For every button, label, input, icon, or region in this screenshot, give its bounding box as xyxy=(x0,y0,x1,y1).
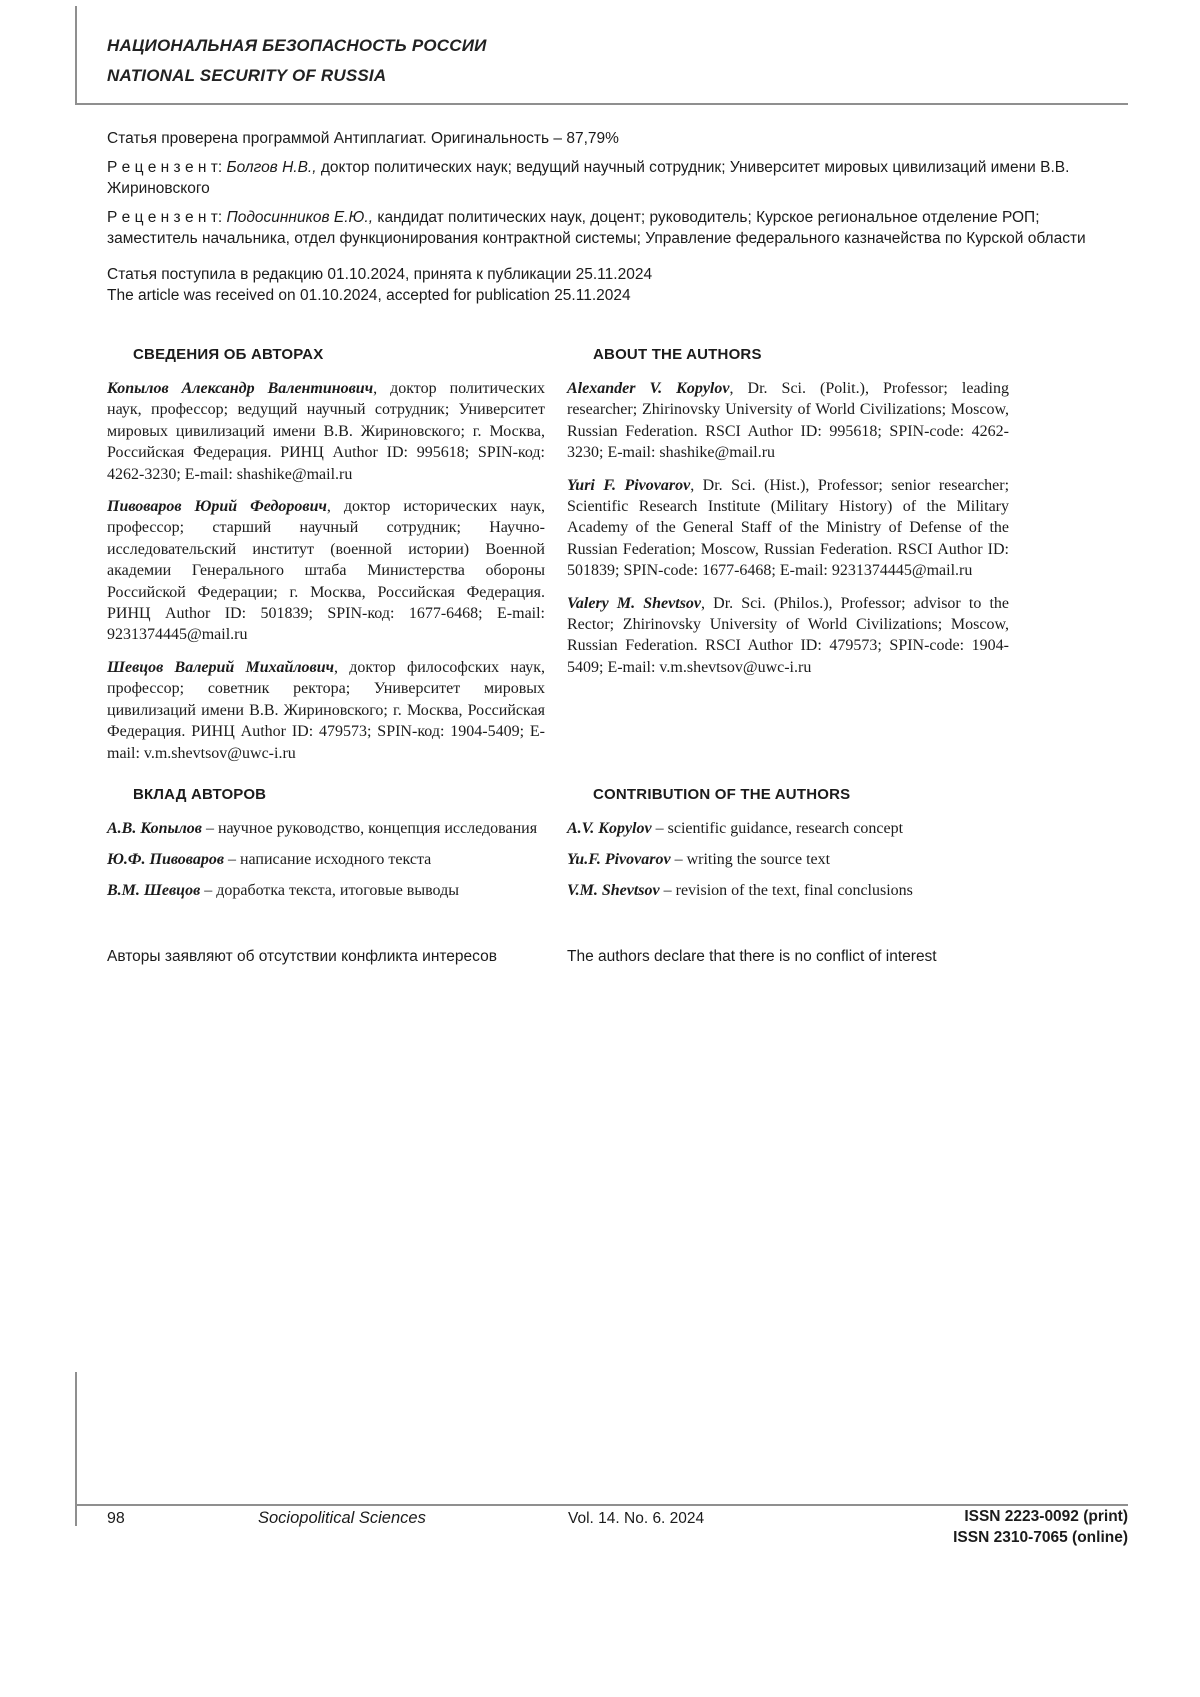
journal-title-en: NATIONAL SECURITY OF RUSSIA xyxy=(107,66,387,85)
author-details: , доктор философских наук, профессор; советник ректора; Университет мировых цивилизаций имени В.В. Жириновского; г. Москва, Российская Федерация. РИНЦ Author ID: 479573; SPIN-код: 1904-5409; E-mail: v.m.shevtsov@uwc-i.ru xyxy=(107,658,546,762)
reviewer-label: Р е ц е н з е н т: xyxy=(107,208,223,226)
contributor-name: Yu.F. Pivovarov xyxy=(567,851,671,868)
author-bio-ru xyxy=(107,657,545,764)
contribution-role: – revision of the text, final conclusions xyxy=(659,882,913,899)
contribution-role: – scientific guidance, research concept xyxy=(651,820,904,837)
contribution-heading-en: CONTRIBUTION OF THE AUTHORS xyxy=(593,786,851,803)
contribution-en-column xyxy=(567,786,1009,911)
page-number: 98 xyxy=(107,1510,125,1527)
reviewer-name: Болгов Н.В., xyxy=(226,158,317,176)
article-meta xyxy=(107,128,1097,307)
author-details: , Dr. Sci. (Polit.), Professor; leading researcher; Zhirinovsky University of World Civilizations; Moscow, Russian Federation. RSCI Author ID: 995618; SPIN-code: 4262-3230; E-mail: shashike@mail.ru xyxy=(567,380,1010,462)
contribution-item-ru xyxy=(107,880,545,902)
contribution-heading-ru: ВКЛАД АВТОРОВ xyxy=(133,786,267,803)
bottom-left-vertical-rule xyxy=(75,1372,77,1526)
author-name: Yuri F. Pivovarov xyxy=(567,476,691,494)
author-name: Пивоваров Юрий Федорович xyxy=(107,498,327,516)
reviewer-name: Подосинников Е.Ю., xyxy=(226,208,374,226)
journal-name: Sociopolitical Sciences xyxy=(258,1509,426,1527)
contribution-item-ru xyxy=(107,849,545,871)
received-date-ru: Статья поступила в редакцию 01.10.2024, принята к публикации 25.11.2024 xyxy=(107,265,653,283)
header-divider xyxy=(75,103,1128,105)
about-authors-en-column xyxy=(567,346,1009,775)
reviewer-description: доктор политических наук; ведущий научный сотрудник; Университет мировых цивилизаций имени В.В. Жириновского xyxy=(107,158,1070,197)
author-bio-ru xyxy=(107,496,545,646)
contributor-name: A.V. Kopylov xyxy=(567,820,652,837)
contribution-item-ru xyxy=(107,818,545,840)
author-bio-ru xyxy=(107,378,545,485)
contribution-section xyxy=(107,786,1009,911)
about-authors-ru-column xyxy=(107,346,545,775)
contribution-item-en xyxy=(567,880,1009,902)
antiplagiat-note: Статья проверена программой Антиплагиат. Оригинальность – 87,79% xyxy=(107,130,619,147)
author-bio-en xyxy=(567,378,1009,464)
received-date-en: The article was received on 01.10.2024, accepted for publication 25.11.2024 xyxy=(107,287,631,304)
contribution-role: – научное руководство, концепция исследования xyxy=(201,820,538,837)
about-authors-heading-en: ABOUT THE AUTHORS xyxy=(593,346,762,363)
author-bio-en xyxy=(567,593,1009,679)
author-details: , доктор политических наук, профессор; ведущий научный сотрудник; Университет мировых цивилизаций имени В.В. Жириновского; г. Москва, Российская Федерация. РИНЦ Author ID: 995618; SPIN-код: 4262-3230; E-mail: shashike@mail.ru xyxy=(107,380,545,483)
contribution-item-en xyxy=(567,849,1009,871)
author-name: Шевцов Валерий Михайлович xyxy=(107,658,335,676)
volume-issue: Vol. 14. No. 6. 2024 xyxy=(568,1510,705,1527)
contribution-item-en xyxy=(567,818,1009,840)
journal-header xyxy=(107,36,487,86)
contributor-name: Ю.Ф. Пивоваров xyxy=(107,851,224,868)
author-details: , Dr. Sci. (Hist.), Professor; senior researcher; Scientific Research Institute (Military History) of the Military Academy of the General Staff of the Ministry of Defense of the Russian Federation; Moscow, Russian Federation. RSCI Author ID: 501839; SPIN-code: 1677-6468; E-mail: 9231374445@mail.ru xyxy=(567,476,1010,580)
journal-title-ru: НАЦИОНАЛЬНАЯ БЕЗОПАСНОСТЬ РОССИИ xyxy=(107,36,487,55)
reviewer-label: Р е ц е н з е н т: xyxy=(107,158,223,176)
about-authors-section xyxy=(107,346,1009,775)
contributor-name: В.М. Шевцов xyxy=(107,882,201,899)
contribution-ru-column xyxy=(107,786,545,911)
author-name: Valery M. Shevtsov xyxy=(567,594,702,612)
author-name: Alexander V. Kopylov xyxy=(567,380,730,397)
conflict-statement-ru: Авторы заявляют об отсутствии конфликта интересов xyxy=(107,948,497,965)
author-details: , Dr. Sci. (Philos.), Professor; advisor to the Rector; Zhirinovsky University of World Civilizations; Moscow, Russian Federation. RSCI Author ID: 479573; SPIN-code: 1904-5409; E-mail: v.m.shevtsov@uwc-i.ru xyxy=(567,594,1009,676)
top-left-vertical-rule xyxy=(75,6,77,103)
contributor-name: V.M. Shevtsov xyxy=(567,882,660,899)
contributor-name: А.В. Копылов xyxy=(107,820,202,837)
reviewer-description: кандидат политических наук, доцент; руководитель; Курское региональное отделение РОП; заместитель начальника, отдел функционирования контрактной системы; Управление федерального казначейства по Курской области xyxy=(107,208,1086,247)
reviewer-line-2 xyxy=(107,207,1097,250)
issn-online: ISSN 2310-7065 (online) xyxy=(953,1529,1128,1546)
issn-print: ISSN 2223-0092 (print) xyxy=(964,1508,1128,1525)
contribution-role: – написание исходного текста xyxy=(223,851,432,868)
conflict-of-interest-row xyxy=(107,946,1009,967)
contribution-role: – доработка текста, итоговые выводы xyxy=(200,882,459,899)
about-authors-heading-ru: СВЕДЕНИЯ ОБ АВТОРАХ xyxy=(133,346,324,363)
author-bio-en xyxy=(567,475,1009,582)
conflict-statement-en: The authors declare that there is no conflict of interest xyxy=(567,948,937,965)
issn-block xyxy=(953,1506,1128,1548)
author-details: , доктор исторических наук, профессор; старший научный сотрудник; Научно-исследовательский институт (военной истории) Военной академии Генерального штаба Министерства обороны Российской Федерации; г. Москва, Российская Федерация. РИНЦ Author ID: 501839; SPIN-код: 1677-6468; E-mail: 9231374445@mail.ru xyxy=(107,498,545,644)
author-name: Копылов Александр Валентинович xyxy=(107,380,374,397)
reviewer-line-1 xyxy=(107,157,1097,200)
contribution-role: – writing the source text xyxy=(670,851,831,868)
